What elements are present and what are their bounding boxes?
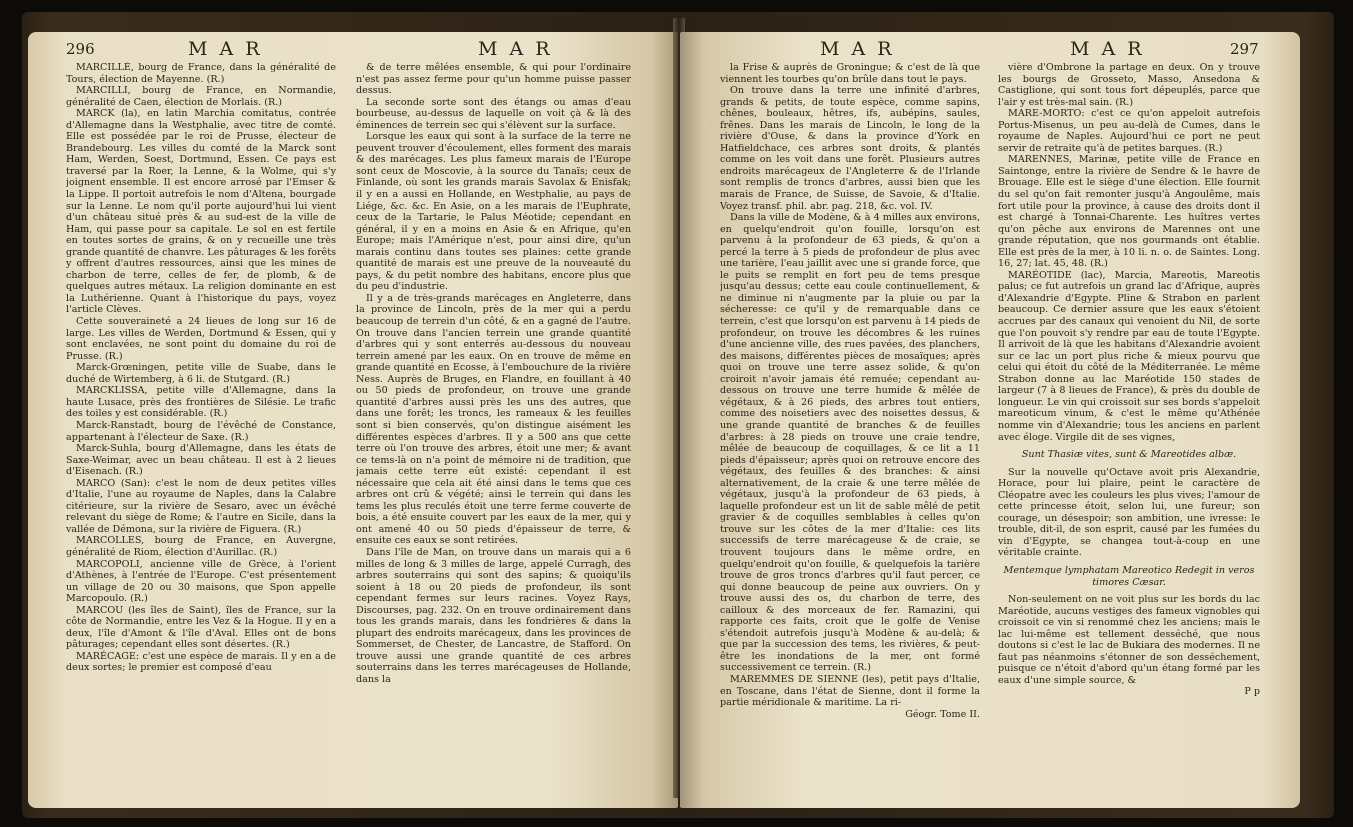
entry-paragraph: MARCKLISSA, petite ville d'Allemagne, dans la haute Lusace, près des frontières de Silésie. Le trafic des toiles y est considérable. (R.) [66, 385, 336, 420]
entry-paragraph: Marck-Suhla, bourg d'Allemagne, dans les états de Saxe-Weimar, avec un beau château. Il est à 2 lieues d'Eisenach. (R.) [66, 443, 336, 478]
entry-paragraph: Lorsque les eaux qui sont à la surface de la terre ne peuvent trouver d'écoulement, elles forment des marais & des marécages. Les plus fameux marais de l'Europe sont ceux de Moscovie, à la source du Tanaïs; ceux de Finlande, où sont les grands marais Savolax & Enisfak; il y en a aussi en Hollande, en Westphalie, au pays de Liége, &c. &c. En Asie, on a les marais de l'Euphrate, ceux de la Tartarie, le Palus Méotide; cependant en général, il y en a moins en Asie & en Afrique, qu'en Europe; mais l'Amérique n'est, pour ainsi dire, qu'un marais continu dans toutes ses plaines: cette grande quantité de marais est une preuve de la nouveauté du pays, & du petit nombre des habitans, encore plus que du peu d'industrie. [356, 131, 631, 293]
entry-paragraph: & de terre mêlées ensemble, & qui pour l'ordinaire n'est pas assez ferme pour qu'un homme puisse passer dessus. [356, 62, 631, 97]
entry-paragraph: MAREMMES DE SIENNE (les), petit pays d'Italie, en Toscane, dans l'état de Sienne, dont il forme la partie méridionale & maritime. La ri- [720, 673, 980, 709]
page-number: 297 [1230, 40, 1259, 58]
entry-paragraph: MARCILLÉ, bourg de France, dans la généralité de Tours, élection de Mayenne. (R.) [66, 62, 336, 85]
entry-paragraph: Il y a de très-grands marécages en Angleterre, dans la province de Lincoln, près de la mer qui a perdu beaucoup de terrein d'un côté, & en a gagné de l'autre. On trouve dans l'ancien terrein une grande quantité d'arbres qui y sont enterrés au-dessous du nouveau terrein amené par les eaux. On en trouve de même en grande quantité en Ecosse, à l'embouchure de la rivière Ness. Auprès de Bruges, en Flandre, en fouillant à 40 ou 50 pieds de profondeur, on trouve une grande quantité d'arbres aussi près les uns des autres, que dans une forêt; les troncs, les rameaux & les feuilles sont si bien conservés, qu'on distingue aisément les différentes espèces d'arbres. Il y a 500 ans que cette terre où l'on trouve des arbres, étoit une mer; & avant ce tems-là on n'a point de mémoire ni de tradition, que jamais cette terre eût existé: cependant il est nécessaire que cela ait été ainsi dans le tems que ces arbres ont crû & végété; ainsi le terrein qui dans les tems les plus reculés étoit une terre ferme couverte de bois, a été ensuite couvert par les eaux de la mer, qui y ont amené 40 ou 50 pieds d'épaisseur de terre, & ensuite ces eaux se sont retirées. [356, 292, 631, 547]
text-column-right [356, 62, 631, 798]
running-head: M A R [478, 38, 553, 60]
verse-quote: Sunt Thasiæ vites, sunt & Mareotides albæ. [1021, 449, 1237, 461]
entry-paragraph: MARCOPOLI, ancienne ville de Grèce, à l'orient d'Athènes, à l'entrée de l'Europe. C'est présentement un village de 20 ou 30 maisons, que Spon appelle Marcopoulo. (R.) [66, 558, 336, 605]
entry-paragraph: MARENNES, Marinæ, petite ville de France en Saintonge, entre la rivière de Sendre & le havre de Brouage. Elle est le siège d'une élection. Elle fournit du sel qu'on fait remonter jusqu'à Angoulême, mais fort utile pour la province, à cause des droits dont il est chargé à Tonnai-Charente. Les huîtres vertes qu'on pêche aux environs de Marennes ont une grande réputation, que nos gourmands ont établie. Elle est près de la mer, à 10 li. n. o. de Saintes. Long. 16, 27; lat. 45, 48. (R.) [998, 154, 1260, 270]
running-head: M A R [820, 38, 895, 60]
left-page [28, 32, 678, 808]
verse-quote: Mentemque lymphatam Mareotico Redegit in veros timores Cæsar. [1003, 564, 1255, 588]
text-column-left [66, 62, 336, 798]
entry-paragraph: Non-seulement on ne voit plus sur les bords du lac Maréotide, aucuns vestiges des fameux vignobles qui croissoit ce vin si renommé chez les anciens; mais le lac lui-même est tellement desséché, que nous doutons si c'est le lac de Bukiara des modernes. Il ne faut pas néanmoins s'étonner de son desséchement, puisque ce n'étoit d'abord qu'un étang formé par les eaux d'une simple source, & [998, 594, 1260, 686]
entry-paragraph: Marck-Ranstadt, bourg de l'évêché de Constance, appartenant à l'électeur de Saxe. (R.) [66, 419, 336, 443]
text-column-right [998, 62, 1260, 798]
signature-line: Géogr. Tome II. [905, 708, 980, 720]
entry-paragraph: Marck-Grœningen, petite ville de Suabe, dans le duché de Wirtemberg, à 6 li. de Stutgard. (R.) [66, 362, 336, 385]
entry-paragraph: Dans la ville de Modène, & à 4 milles aux environs, en quelqu'endroit qu'on fouille, lorsqu'on est parvenu à la profondeur de 63 pieds, & qu'on a percé la terre à 5 pieds de profondeur de plus avec une tarière, l'eau jaillit avec une si grande force, que le puits se remplit en fort peu de tems presque jusqu'au dessus; cette eau coule continuellement, & ne diminue ni n'augmente par la pluie ou par la sécheresse: ce qu'il y de remarquable dans ce terrein, c'est que lorsqu'on est parvenu à 14 pieds de profondeur, on trouve les décombres & les ruines d'une ancienne ville, des rues pavées, des planchers, des maisons, différentes pièces de mosaïques; après quoi on trouve une terre assez solide, & qu'on croiroit n'avoir jamais été remuée; cependant au-dessous on trouve une terre humide & mêlée de végétaux, & à 26 pieds, des arbres tout entiers, comme des noisetiers avec des noisettes dessus, & une grande quantité de branches & de feuilles d'arbres: à 28 pieds on trouve une craie tendre, mêlée de beaucoup de coquillages, & ce lit a 11 pieds d'épaisseur; après quoi on retrouve encore des végétaux, des feuilles & des branches: & ainsi alternativement, de la craie & une terre mêlée de végétaux, jusqu'à la profondeur de 63 pieds, à laquelle profondeur est un lit de sable mêlé de petit gravier & de coquilles semblables à celles qu'on trouve sur les côtes de la mer d'Italie: ces lits successifs de terre marécageuse & de craie, se trouvent toujours dans le même ordre, en quelqu'endroit qu'on fouille, & quelquefois la tarière trouve de gros troncs d'arbres qu'il faut percer, ce qui donne beaucoup de peine aux ouvriers. On y trouve aussi des os, du charbon de terre, des cailloux & des morceaux de fer. Ramazini, qui rapporte ces faits, croit que le golfe de Venise s'étendoit autrefois jusqu'à Modène & au-delà; & que par la succession des tems, les rivières, & peut-être les inondations de la mer, ont formé successivement ce terrein. (R.) [720, 212, 980, 674]
entry-paragraph: Dans l'île de Man, on trouve dans un marais qui a 6 milles de long & 3 milles de large, appelé Curragh, des arbres souterrains qui sont des sapins; & quoiqu'ils soient à 18 ou 20 pieds de profondeur, ils sont cependant fermes sur leurs racines. Voyez Rays, Discourses, pag. 232. On en trouve ordinairement dans tous les grands marais, dans les fondrières & dans la plupart des endroits marécageux, dans les provinces de Sommerset, de Chester, de Lancastre, de Stafford. On trouve aussi une grande quantité de ces arbres souterrains dans les terres marécageuses de Hollande, dans la [356, 546, 631, 685]
right-page [680, 32, 1300, 808]
entry-paragraph: vière d'Ombrone la partage en deux. On y trouve les bourgs de Grosseto, Masso, Ansedona & Castiglione, qui sont tous fort dépeuplés, parce que l'air y est très-mal sain. (R.) [998, 62, 1260, 108]
page-number: 296 [66, 40, 95, 58]
entry-paragraph: MARCOLLES, bourg de France, en Auvergne, généralité de Riom, élection d'Aurillac. (R.) [66, 535, 336, 558]
text-column-left [720, 62, 980, 798]
running-head: M A R [1070, 38, 1145, 60]
entry-paragraph: La seconde sorte sont des étangs ou amas d'eau bourbeuse, au-dessus de laquelle on voit çà & là des éminences de terrein sec qui s'élèvent sur la surface. [356, 96, 631, 131]
entry-paragraph: Cette souveraineté a 24 lieues de long sur 16 de large. Les villes de Werden, Dortmund & Essen, qui y sont enclavées, ne sont point du domaine du roi de Prusse. (R.) [66, 316, 336, 362]
right-page-header [680, 38, 1300, 60]
entry-paragraph: MARCK (la), en latin Marchia comitatus, contrée d'Allemagne dans la Westphalie, avec titre de comté. Elle est possédée par le roi de Prusse, électeur de Brandebourg. Les villes du comté de la Marck sont Ham, Werden, Soest, Dortmund, Essen. Ce pays est traversé par la Roer, la Lenne, & la Wolme, qui s'y joignent ensemble. Il est encore arrosé par l'Emser & la Lippe. Il portoit autrefois le nom d'Altena, bourgade sur la Lenne. Le nom qu'il porte aujourd'hui lui vient d'un château situé près & au sud-est de la ville de Ham, qui passe pour sa capitale. Le sol en est fertile en toutes sortes de grains, & on y recueille une très grande quantité de chanvre. Les pâturages & les forêts y offrent d'autres ressources, ainsi que les mines de charbon de terre, celles de fer, de plomb, & de quelques autres métaux. La religion dominante en est la Luthérienne. Quant à l'historique du pays, voyez l'article Clèves. [66, 108, 336, 316]
left-page-header [28, 38, 678, 60]
entry-paragraph: MARE-MORTO: c'est ce qu'on appeloit autrefois Portus-Misenus, un peu au-delà de Cumes, dans le royaume de Naples. Aujourd'hui ce port ne peut servir de retraite qu'à de petites barques. (R.) [998, 108, 1260, 154]
entry-paragraph: On trouve dans la terre une infinité d'arbres, grands & petits, de toute espèce, comme sapins, chênes, bouleaux, hêtres, ifs, aubépins, saules, frênes. Dans les marais de Lincoln, le long de la rivière d'Ouse, & dans la province d'York en Hatfieldchace, ces arbres sont droits, & plantés comme on les voit dans une forêt. Plusieurs autres endroits marécageux de l'Angleterre & de l'Irlande sont remplis de troncs d'arbres, aussi bien que les marais de France, de Suisse, de Savoie, & d'Italie. Voyez transf. phil. abr. pag. 218, &c. vol. IV. [720, 85, 980, 212]
entry-paragraph: MARÉOTIDE (lac), Marcia, Mareotis, Mareotis palus; ce fut autrefois un grand lac d'Afrique, auprès d'Alexandrie d'Egypte. Pline & Strabon en parlent beaucoup. Ce dernier assure que les eaux s'étoient accrues par des canaux qui venoient du Nil, de sorte que l'on pouvoit s'y rendre par eau de toute l'Egypte. Il arrivoit de là que les habitans d'Alexandrie avoient sur ce lac un port plus riche & mieux pourvu que celui qui étoit du côté de la Méditerranée. Le même Strabon donne au lac Maréotide 150 stades de largeur (7 à 8 lieues de France), & près du double de longueur. Le vin qui croissoit sur ses bords s'appeloit mareoticum vinum, & c'est le même qu'Athénée nomme vin d'Alexandrie; tous les anciens en parlent avec éloge. Virgile dit de ses vignes, [998, 269, 1260, 443]
entry-paragraph: MARCILLI, bourg de France, en Normandie, généralité de Caen, élection de Morlais. (R.) [66, 85, 336, 108]
entry-paragraph: Sur la nouvelle qu'Octave avoit pris Alexandrie, Horace, pour lui plaire, peint le caractère de Cléopatre avec les couleurs les plus vives; l'amour de cette princesse étoit, selon lui, une fureur; son courage, un désespoir; son ambition, une ivresse: le trouble, dit-il, de son esprit, causé par les fumées du vin d'Egypte, se changea tout-à-coup en une véritable crainte. [998, 466, 1260, 559]
entry-paragraph: la Frise & auprès de Groningue; & c'est de là que viennent les tourbes qu'on brûle dans tout le pays. [720, 62, 980, 85]
entry-paragraph: MARCO (San): c'est le nom de deux petites villes d'Italie, l'une au royaume de Naples, dans la Calabre citérieure, sur la rivière de Sesaro, avec un évêché relevant du siège de Rome; & l'autre en Sicile, dans la vallée de Démona, sur la rivière de Figuera. (R.) [66, 477, 336, 535]
entry-paragraph: MARCOU (les îles de Saint), îles de France, sur la côte de Normandie, entre les Vez & la Hogue. Il y en a deux, l'île d'Amont & l'île d'Aval. Elles ont de bons pâturages; cependant elles sont désertes. (R.) [66, 604, 336, 651]
running-head: M A R [188, 38, 263, 60]
signature-mark: P p [1244, 686, 1260, 698]
entry-paragraph: MARÉCAGE: c'est une espèce de marais. Il y en a de deux sortes; le premier est composé d'eau [66, 650, 336, 674]
